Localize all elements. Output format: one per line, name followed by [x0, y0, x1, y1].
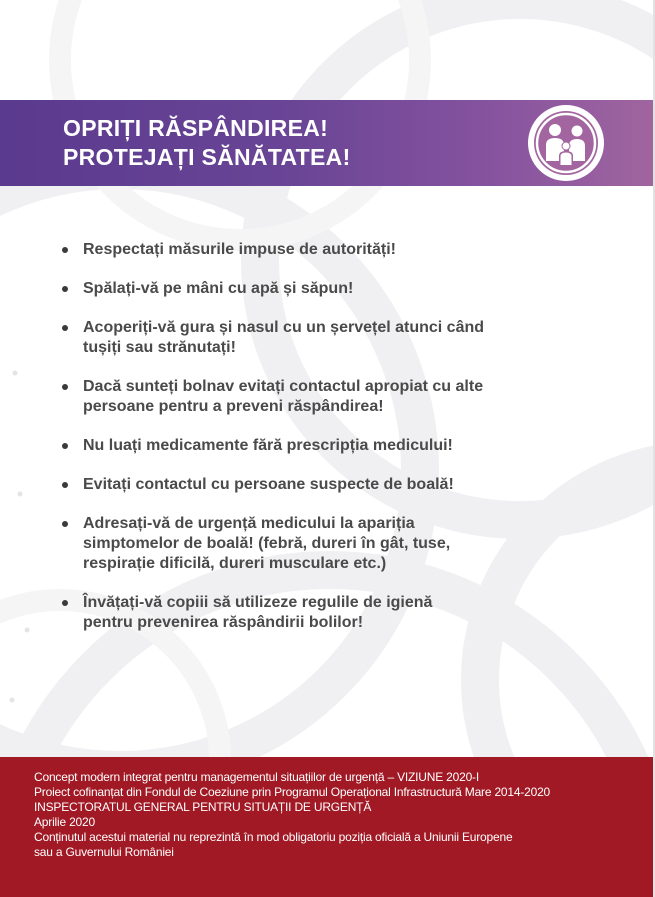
advice-item-line: Spălați-vă pe mâni cu apă și săpun! — [83, 280, 354, 297]
bullet-dot-icon — [62, 286, 68, 292]
advice-item-line: simptomelor de boală! (febră, dureri în gât, tuse, — [83, 535, 451, 552]
footer-line: sau a Guvernului României — [34, 845, 174, 859]
advice-item-line: persoane pentru a preveni răspândirea! — [83, 398, 384, 415]
advice-item-line: Adresați-vă de urgență medicului la apariția — [83, 515, 415, 532]
advice-item-line: Dacă sunteți bolnav evitați contactul apropiat cu alte — [83, 378, 484, 395]
footer-line: Aprilie 2020 — [34, 815, 95, 829]
advice-item — [62, 377, 562, 417]
banner-title-line-1: OPRIȚI RĂSPÂNDIREA! — [63, 115, 329, 141]
advice-item-line: Nu luați medicamente fără prescripția medicului! — [83, 437, 453, 454]
advice-item — [62, 514, 562, 574]
footer-band — [0, 757, 653, 897]
advice-item-line: pentru prevenirea răspândirii bolilor! — [83, 614, 364, 631]
advice-item-line: tușiți sau strănutați! — [83, 339, 236, 356]
bullet-dot-icon — [62, 600, 68, 606]
footer-line: Conținutul acestui material nu reprezintă în mod obligatoriu poziția oficială a Uniunii Europene — [34, 830, 513, 844]
footer-line: INSPECTORATUL GENERAL PENTRU SITUAȚII DE URGENȚĂ — [34, 800, 372, 814]
family-icon — [526, 103, 606, 183]
advice-item-line: Respectați măsurile impuse de autorități! — [83, 241, 396, 258]
advice-item — [62, 475, 562, 495]
advice-item — [62, 279, 562, 299]
footer-line: Concept modern integrat pentru managementul situațiilor de urgență – VIZIUNE 2020-I — [34, 770, 479, 784]
advice-item — [62, 318, 562, 358]
footer-text — [34, 770, 624, 860]
banner-title — [63, 114, 351, 172]
bullet-dot-icon — [62, 325, 68, 331]
advice-item-line: Acoperiți-vă gura și nasul cu un șervețel atunci când — [83, 319, 485, 336]
bullet-dot-icon — [62, 247, 68, 253]
advice-item — [62, 240, 562, 260]
bullet-dot-icon — [62, 521, 68, 527]
bullet-dot-icon — [62, 443, 68, 449]
advice-item — [62, 593, 562, 633]
bullet-dot-icon — [62, 384, 68, 390]
advice-item-line: respirație dificilă, dureri musculare etc.) — [83, 555, 387, 572]
advice-list — [62, 240, 562, 652]
advice-item-line: Învățați-vă copiii să utilizeze regulile de igienă — [83, 594, 433, 611]
advice-item-line: Evitați contactul cu persoane suspecte de boală! — [83, 476, 454, 493]
title-banner — [0, 100, 653, 186]
banner-title-line-2: PROTEJAȚI SĂNĂTATEA! — [63, 144, 351, 170]
bullet-dot-icon — [62, 482, 68, 488]
advice-item — [62, 436, 562, 456]
footer-line: Proiect cofinanțat din Fondul de Coeziune prin Programul Operațional Infrastructură Mare 2014-2020 — [34, 785, 551, 799]
